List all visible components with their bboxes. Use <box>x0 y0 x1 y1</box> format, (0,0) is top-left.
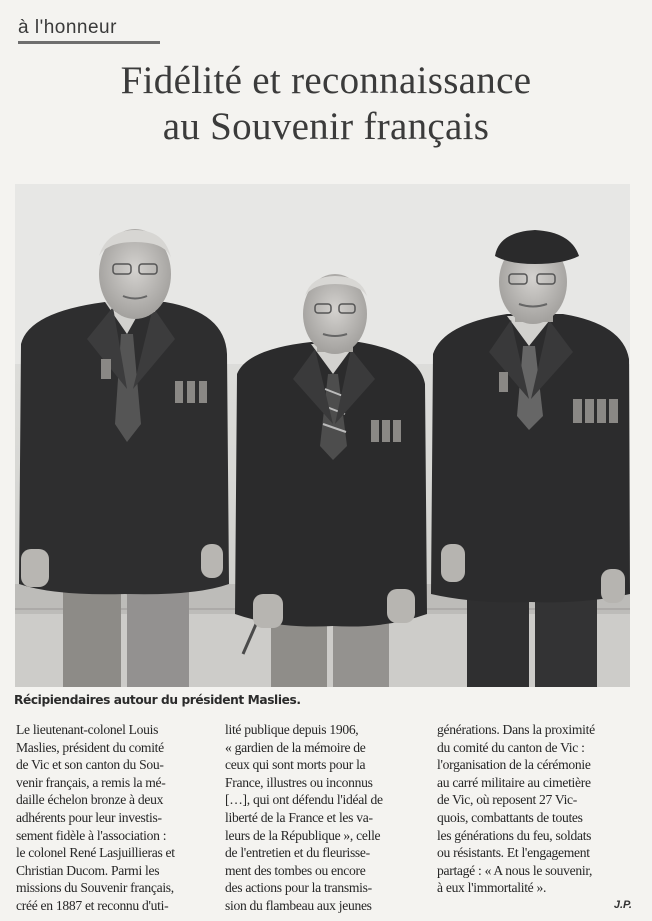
headline-line-1: Fidélité et reconnaissance <box>120 59 532 102</box>
text-line: à eux l'immortalité ». <box>437 880 547 896</box>
article-column-1 <box>16 721 212 915</box>
text-line: le colonel René Lasjuillieras et <box>16 845 175 861</box>
text-line: […], qui ont défendu l'idéal de <box>225 792 383 808</box>
text-line: Maslies, président du comité <box>16 739 164 755</box>
text-line: de Vic et son canton du Sou- <box>16 757 164 773</box>
text-line: venir français, a remis la mé- <box>16 774 166 790</box>
text-line: sement fidèle à l'association : <box>16 827 167 843</box>
text-line: lité publique depuis 1906, <box>225 722 359 737</box>
text-line: partagé : « A nous le souvenir, <box>437 862 593 878</box>
article-column-3 <box>437 721 633 897</box>
text-line: quois, combattants de toutes <box>437 809 583 825</box>
text-line: des actions pour la transmis- <box>225 880 372 896</box>
text-line: ceux qui sont morts pour la <box>225 757 366 773</box>
text-line: au carré militaire au cimetière <box>437 774 591 790</box>
text-line: créé en 1887 et reconnu d'uti- <box>16 897 169 913</box>
article-column-2 <box>225 721 421 915</box>
article-photo <box>15 184 630 687</box>
text-line: sion du flambeau aux jeunes <box>225 897 372 913</box>
text-line: Christian Ducom. Parmi les <box>16 862 160 878</box>
author-signature: J.P. <box>613 899 632 911</box>
photo-of-three-veterans-icon <box>15 184 630 687</box>
text-line: « gardien de la mémoire de <box>225 739 366 755</box>
text-line: leurs de la République », celle <box>225 827 381 843</box>
text-line: daille échelon bronze à deux <box>16 792 164 808</box>
section-rubric <box>18 16 160 44</box>
article-body <box>16 721 632 913</box>
text-line: Le lieutenant-colonel Louis <box>16 722 159 737</box>
text-line: adhérents pour leur investis- <box>16 809 162 825</box>
rubric-label: à l'honneur <box>18 17 117 38</box>
text-line: de l'entretien et du fleurisse- <box>225 845 370 861</box>
text-line: missions du Souvenir français, <box>16 880 174 896</box>
text-line: de Vic, où reposent 27 Vic- <box>437 792 578 808</box>
photo-caption: Récipiendaires autour du président Maslies. <box>14 693 301 707</box>
text-line: l'organisation de la cérémonie <box>437 757 591 773</box>
text-line: France, illustres ou inconnus <box>225 774 373 790</box>
text-line: ou résistants. Et l'engagement <box>437 845 590 861</box>
text-line: les générations du feu, soldats <box>437 827 592 843</box>
text-line: générations. Dans la proximité <box>437 722 595 737</box>
text-line: ment des tombes ou encore <box>225 862 366 878</box>
text-line: liberté de la France et les va- <box>225 809 373 825</box>
headline <box>0 58 652 150</box>
text-line: du comité du canton de Vic : <box>437 739 585 755</box>
headline-line-2: au Souvenir français <box>162 105 490 148</box>
